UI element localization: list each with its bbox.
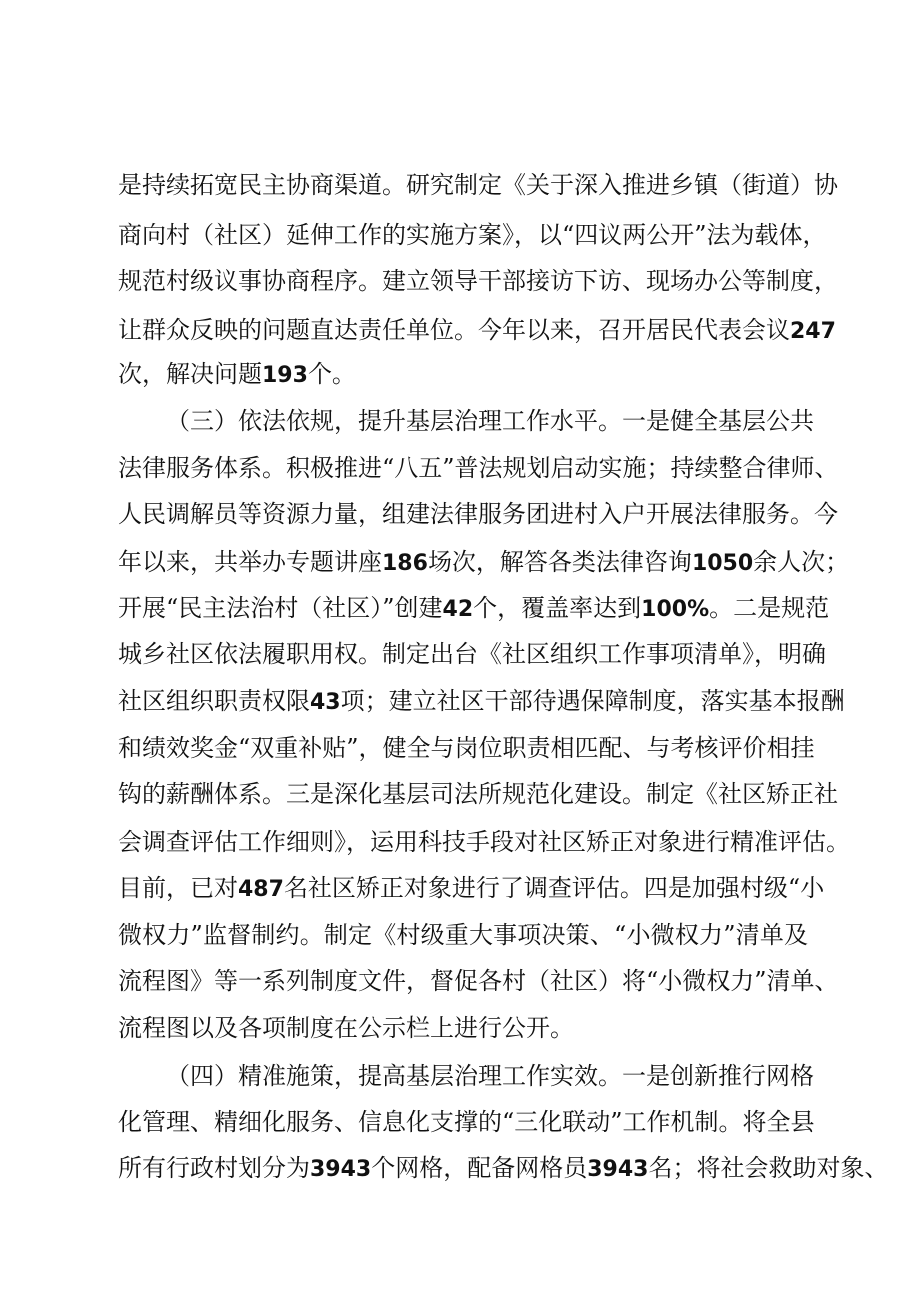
text-segment: （三）依法依规，提升基层治理工作水平。一是健全基层公共: [166, 407, 814, 435]
text-segment: 所有行政村划分为: [118, 1154, 310, 1182]
text-segment: 法律服务体系。积极推进“八五”普法规划启动实施；持续整合律师、: [118, 454, 839, 482]
text-segment: 个。: [307, 360, 356, 388]
text-segment: 城乡社区依法履职用权。制定出台《社区组织工作事项清单》，明确: [118, 640, 826, 668]
text-segment: 场次，解答各类法律咨询: [427, 548, 692, 576]
text-segment: 个网格，配备网格员: [371, 1154, 588, 1182]
text-segment: 个，覆盖率达到: [473, 594, 642, 622]
text-line: [118, 871, 825, 907]
text-segment: 余人次；: [753, 548, 850, 576]
text-segment: 是持续拓宽民主协商渠道。研究制定《关于深入推进乡镇（街道）协: [118, 171, 838, 199]
text-line: [118, 684, 845, 720]
text-line: [118, 451, 839, 485]
text-line: [118, 637, 826, 671]
text-segment: 。二是规范: [709, 594, 830, 622]
text-line: [118, 591, 830, 627]
text-line: [118, 497, 838, 531]
text-segment: 化管理、精细化服务、信息化支撑的“三化联动”工作机制。将全县: [118, 1108, 815, 1136]
text-line: [118, 1105, 815, 1139]
text-segment: 让群众反映的问题直达责任单位。今年以来，召开居民代表会议: [118, 316, 790, 344]
text-segment: 项；建立社区干部待遇保障制度，落实基本报酬: [340, 687, 845, 715]
text-line: [118, 777, 838, 811]
text-segment: 开展“民主法治村（社区）”创建: [118, 594, 443, 622]
text-segment: 名社区矫正对象进行了调查评估。四是加强村级“小: [283, 874, 825, 902]
text-segment: 目前，已对: [118, 874, 238, 902]
number-value: 42: [442, 597, 474, 622]
text-segment: 会调查评估工作细则》，运用科技手段对社区矫正对象进行精准评估。: [118, 828, 850, 856]
text-line: [118, 825, 850, 859]
text-line: [118, 1151, 889, 1187]
text-line: [118, 264, 838, 298]
number-value: 3943: [310, 1157, 372, 1182]
text-segment: 人民调解员等资源力量，组建法律服务团进村入户开展法律服务。今: [118, 500, 838, 528]
text-line: [118, 168, 838, 202]
number-value: 1050: [691, 551, 754, 576]
text-line: [166, 1059, 814, 1093]
text-segment: 次，解决问题: [118, 360, 262, 388]
text-segment: 名；将社会救助对象、: [648, 1154, 889, 1182]
text-segment: 钩的薪酬体系。三是深化基层司法所规范化建设。制定《社区矫正社: [118, 780, 838, 808]
text-line: [118, 313, 836, 349]
text-segment: 规范村级议事协商程序。建立领导干部接访下访、现场办公等制度，: [118, 267, 838, 295]
number-value: 3943: [587, 1157, 649, 1182]
text-segment: 年以来，共举办专题讲座: [118, 548, 382, 576]
text-line: [118, 918, 808, 952]
text-line: [118, 218, 827, 252]
number-value: 487: [238, 877, 284, 902]
number-value: 193: [262, 363, 308, 388]
text-segment: 流程图以及各项制度在公示栏上进行公开。: [118, 1014, 574, 1042]
text-line: [166, 404, 814, 438]
text-segment: 商向村（社区）延伸工作的实施方案》，以“四议两公开”法为载体，: [118, 221, 827, 249]
text-line: [118, 1011, 808, 1045]
text-segment: 和绩效奖金“双重补贴”，健全与岗位职责相匹配、与考核评价相挂: [118, 734, 815, 762]
number-value: 247: [790, 319, 836, 344]
text-line: [118, 964, 839, 998]
text-line: [118, 545, 850, 581]
text-segment: 微权力”监督制约。制定《村级重大事项决策、“小微权力”清单及: [118, 921, 808, 949]
text-line: [118, 731, 815, 765]
text-line: [118, 357, 808, 393]
number-value: 43: [310, 690, 341, 715]
text-segment: 社区组织职责权限: [118, 687, 310, 715]
number-value: 186: [382, 551, 428, 576]
text-segment: （四）精准施策，提高基层治理工作实效。一是创新推行网格: [166, 1062, 814, 1090]
number-value: 100%: [641, 597, 710, 622]
text-segment: 流程图》等一系列制度文件，督促各村（社区）将“小微权力”清单、: [118, 967, 839, 995]
